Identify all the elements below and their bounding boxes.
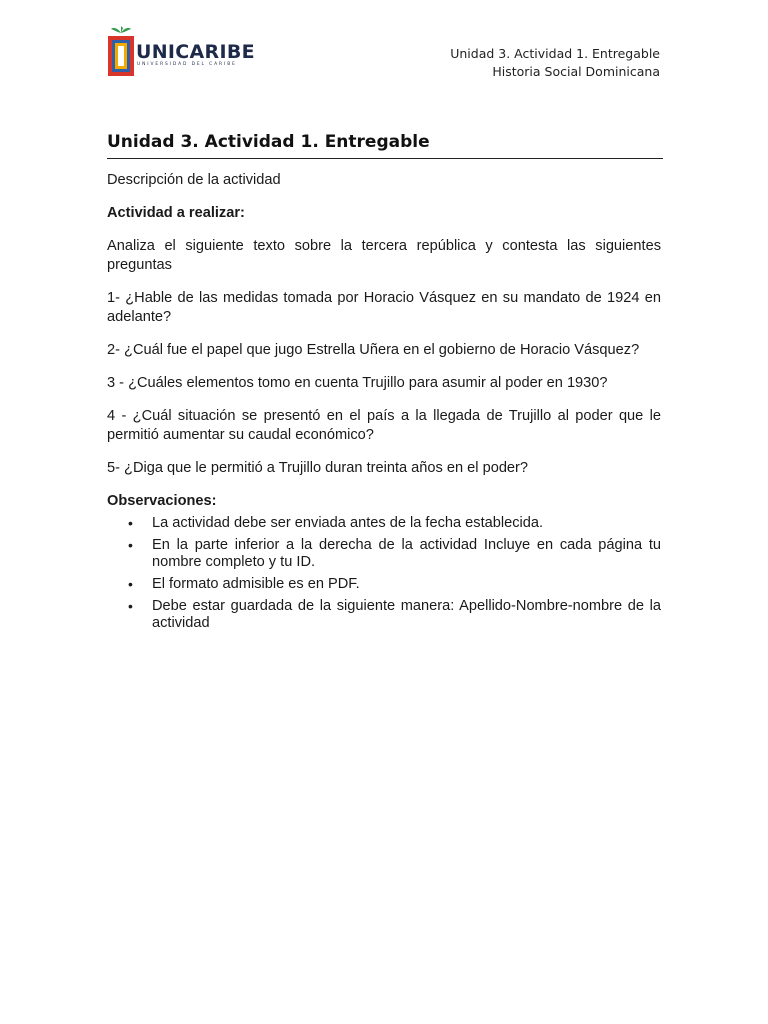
question-5: 5- ¿Diga que le permitió a Trujillo duran treinta años en el poder? xyxy=(107,460,529,476)
question-4: 4 - ¿Cuál situación se presentó en el país a la llegada de Trujillo al poder que le permitió aumentar su caudal económico? xyxy=(107,408,661,443)
bullet-icon: • xyxy=(128,515,133,531)
bullet-icon: • xyxy=(128,598,133,614)
logo-wordmark: UNICARIBE xyxy=(136,41,255,63)
document-body xyxy=(107,171,661,637)
question-1: 1- ¿Hable de las medidas tomada por Horacio Vásquez en su mandato de 1924 en adelante? xyxy=(107,290,661,325)
observation-item xyxy=(107,598,661,632)
header-line-course: Historia Social Dominicana xyxy=(492,64,660,79)
observation-text: En la parte inferior a la derecha de la actividad Incluye en cada página tu nombre completo y tu ID. xyxy=(152,537,661,570)
question-2: 2- ¿Cuál fue el papel que jugo Estrella Uñera en el gobierno de Horacio Vásquez? xyxy=(107,342,640,358)
bullet-icon: • xyxy=(128,537,133,553)
observations-heading: Observaciones: xyxy=(107,493,217,509)
document-title: Unidad 3. Actividad 1. Entregable xyxy=(107,132,663,159)
description-label: Descripción de la actividad xyxy=(107,172,281,188)
observation-text: Debe estar guardada de la siguiente manera: Apellido-Nombre-nombre de la actividad xyxy=(152,598,661,631)
logo-emblem-icon xyxy=(106,24,136,78)
logo-subtitle: UNIVERSIDAD DEL CARIBE xyxy=(137,62,237,67)
unicaribe-logo xyxy=(106,24,255,78)
observation-item xyxy=(107,576,661,593)
observation-item xyxy=(107,515,661,532)
instructions-text: Analiza el siguiente texto sobre la tercera república y contesta las siguientes preguntas xyxy=(107,238,661,273)
page-header xyxy=(450,45,660,81)
observations-list xyxy=(107,515,661,632)
header-line-activity: Unidad 3. Actividad 1. Entregable xyxy=(450,46,660,61)
observation-text: La actividad debe ser enviada antes de la fecha establecida. xyxy=(152,515,544,531)
observation-item xyxy=(107,537,661,571)
bullet-icon: • xyxy=(128,576,133,592)
question-3: 3 - ¿Cuáles elementos tomo en cuenta Trujillo para asumir al poder en 1930? xyxy=(107,375,608,391)
observation-text: El formato admisible es en PDF. xyxy=(152,576,360,592)
activity-heading: Actividad a realizar: xyxy=(107,205,245,221)
